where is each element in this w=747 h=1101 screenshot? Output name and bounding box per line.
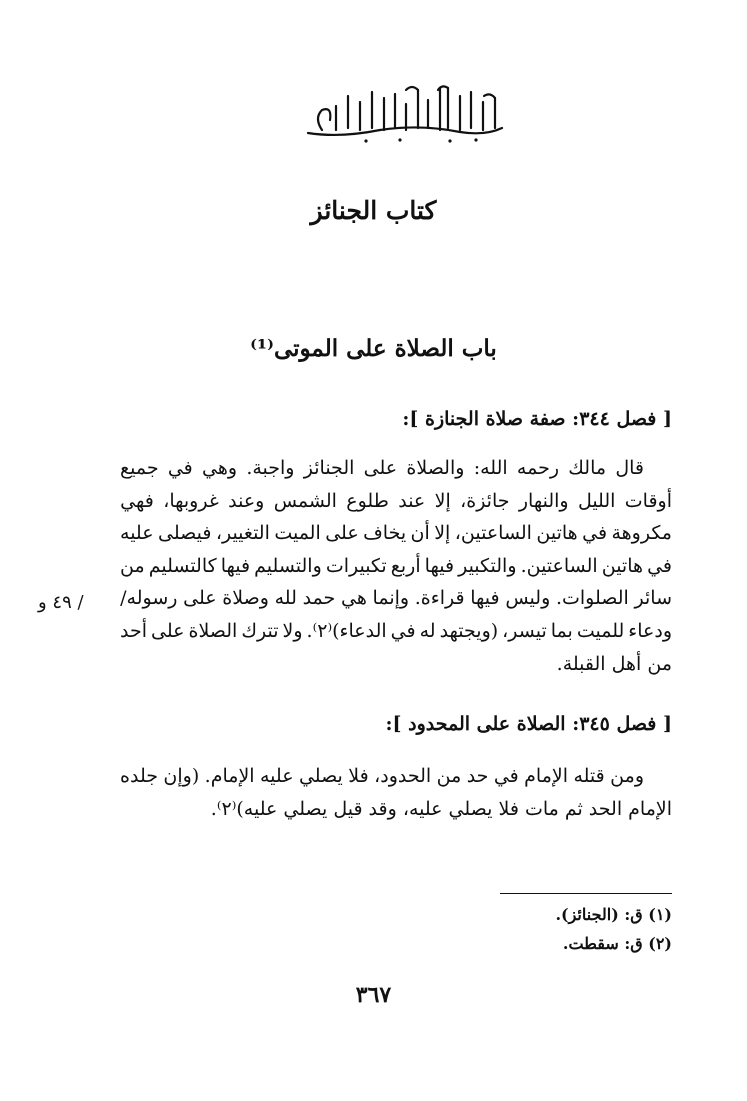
footnote-divider xyxy=(500,893,672,894)
paragraph-line xyxy=(120,452,672,485)
word: والتسليم xyxy=(254,554,322,577)
word: الساعتين. xyxy=(520,554,598,577)
paragraph-line xyxy=(120,582,672,615)
word: هاتين xyxy=(601,554,644,577)
word: يصلي xyxy=(298,765,343,787)
word: الليل xyxy=(577,489,616,512)
word: رحمه xyxy=(516,457,559,479)
basmala-text: بسم الله الرحمن الرحيم xyxy=(399,145,411,146)
word: في xyxy=(647,554,672,577)
word: من xyxy=(436,765,462,787)
word: وعند xyxy=(228,489,265,512)
word: قال xyxy=(615,457,644,479)
word: فيها xyxy=(220,554,251,577)
word: في xyxy=(390,619,416,642)
word: عند xyxy=(398,489,426,512)
word: إلا xyxy=(434,522,451,545)
word: يخاف xyxy=(363,522,407,545)
word: الساعتين، xyxy=(454,522,532,545)
word: مكروهة xyxy=(611,522,672,545)
word: وهي xyxy=(202,457,238,479)
word: في xyxy=(582,522,608,545)
word: كالتسليم xyxy=(148,554,217,577)
section-344-paragraph xyxy=(120,452,672,680)
word: على xyxy=(151,619,185,642)
footnote-2: (٢) ق: سقطت. xyxy=(562,934,672,953)
word: ومن xyxy=(610,765,644,787)
word: حمد xyxy=(302,587,336,610)
word: الإمام xyxy=(524,765,569,787)
word: هي xyxy=(340,587,367,610)
word: له xyxy=(419,619,436,642)
word: ولا xyxy=(282,619,303,642)
word: ودعاء xyxy=(628,619,672,642)
paragraph-line: الإمام الحد ثم مات فلا يصلي عليه، وقد قيل يصلي عليه)⁽٢⁾. xyxy=(210,797,672,820)
word: للميت xyxy=(576,619,625,642)
word: أحد xyxy=(120,619,148,642)
word: أربع xyxy=(390,554,421,577)
word: تيسر، xyxy=(502,619,547,642)
word: التغيير، xyxy=(215,522,270,545)
word: تكبيرات xyxy=(325,554,387,577)
word: عليه xyxy=(259,765,294,787)
section-345-paragraph xyxy=(120,760,672,825)
word: على xyxy=(363,457,398,479)
page-number: ٣٦٧ xyxy=(355,982,392,1008)
word: جائزة، xyxy=(460,489,510,512)
word: (وإن xyxy=(163,765,200,787)
word: الإمام. xyxy=(204,765,255,787)
word: الصلوات. xyxy=(555,587,629,610)
word: غروبها، xyxy=(163,489,219,512)
chapter-title: باب الصلاة على الموتى⁽¹⁾ xyxy=(250,335,497,362)
word: فلا xyxy=(348,765,369,787)
word: وإنما xyxy=(372,587,410,610)
word: والتكبير xyxy=(458,554,517,577)
manuscript-folio-marker: / ٤٩ و xyxy=(38,592,84,613)
word: (ويجتهد xyxy=(439,619,499,642)
word: الميت xyxy=(274,522,321,545)
word: إلا xyxy=(434,489,451,512)
word: قراءة. xyxy=(414,587,465,610)
word: أوقات xyxy=(624,489,672,512)
basmala-calligraphy xyxy=(300,78,510,146)
paragraph-line: من أهل القبلة. xyxy=(556,652,672,675)
word: لله xyxy=(274,587,297,610)
word: قتله xyxy=(573,765,605,787)
word: على xyxy=(325,522,359,545)
word: فهي xyxy=(120,489,154,512)
word: والصلاة xyxy=(406,457,465,479)
paragraph-line xyxy=(120,550,672,583)
word: سائر xyxy=(634,587,672,610)
section-heading-345: [ فصل ٣٤٥: الصلاة على المحدود ]: xyxy=(385,713,672,735)
word: فيها xyxy=(470,587,500,610)
word: بما xyxy=(550,619,573,642)
word: فيصلى xyxy=(157,522,212,545)
book-title: كتاب الجنائز xyxy=(310,196,437,225)
word: في xyxy=(167,457,193,479)
word: والنهار xyxy=(518,489,569,512)
paragraph-line xyxy=(120,615,672,648)
word: الدعاء)⁽٢⁾. xyxy=(306,619,387,642)
word: الحدود، xyxy=(374,765,432,787)
word: عليه xyxy=(120,522,154,545)
word: من xyxy=(120,554,145,577)
paragraph-line xyxy=(120,760,672,793)
word: جميع xyxy=(120,457,159,479)
word: رسوله/ xyxy=(120,587,178,610)
word: الصلاة xyxy=(188,619,238,642)
paragraph-line xyxy=(120,517,672,550)
footnote-1: (١) ق: (الجنائز). xyxy=(555,905,672,924)
word: أن xyxy=(410,522,430,545)
word: جلده xyxy=(120,765,158,787)
word: وليس xyxy=(505,587,551,610)
word: طلوع xyxy=(346,489,389,512)
word: في xyxy=(493,765,519,787)
word: الجنائز xyxy=(303,457,355,479)
paragraph-line xyxy=(120,485,672,518)
word: تترك xyxy=(241,619,279,642)
word: مالك xyxy=(568,457,607,479)
word: وصلاة xyxy=(222,587,269,610)
word: الله: xyxy=(473,457,508,479)
word: هاتين xyxy=(536,522,578,545)
word: حد xyxy=(466,765,489,787)
word: واجبة. xyxy=(246,457,295,479)
section-heading-344: [ فصل ٣٤٤: صفة صلاة الجنازة ]: xyxy=(402,408,672,430)
word: الشمس xyxy=(273,489,337,512)
word: فيها xyxy=(424,554,455,577)
word: على xyxy=(183,587,217,610)
